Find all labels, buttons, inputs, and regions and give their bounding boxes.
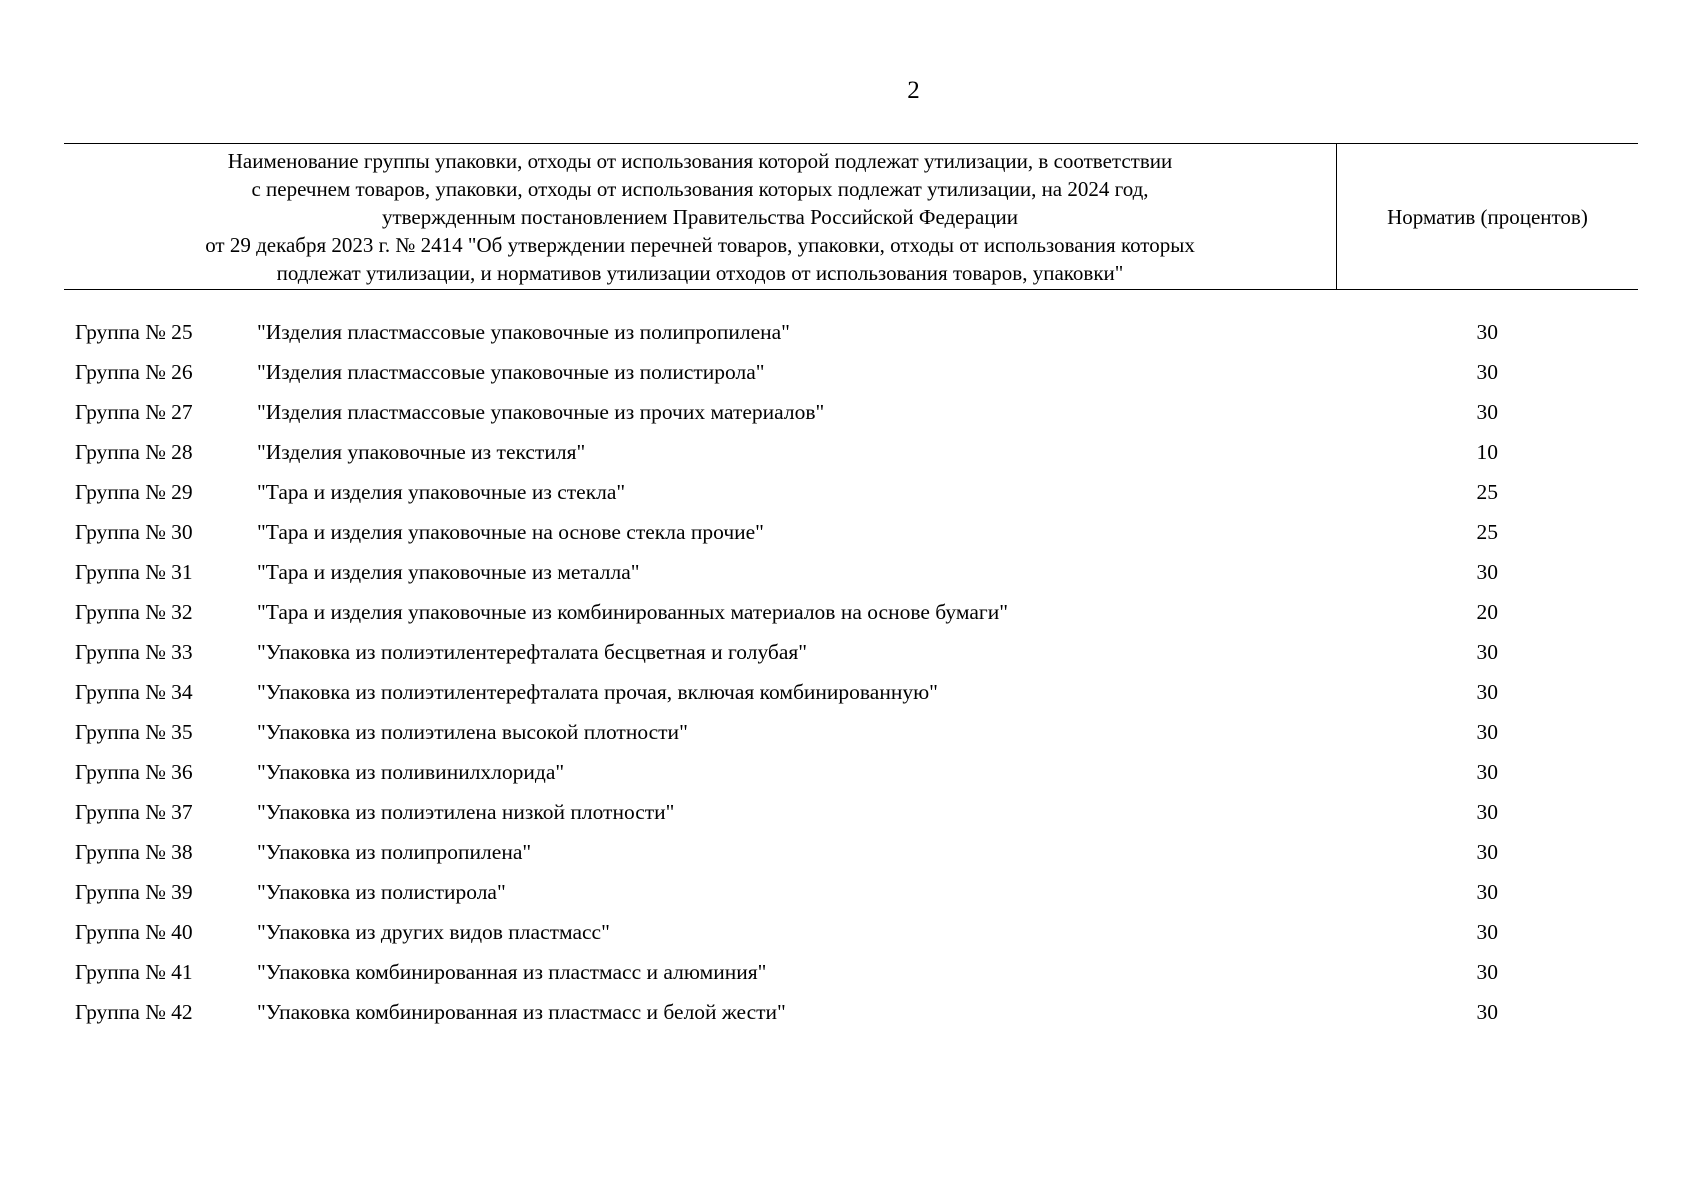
table-row — [64, 632, 1638, 672]
group-name-cell — [64, 992, 1337, 1032]
norm-value: 25 — [1476, 519, 1498, 544]
table-row — [64, 792, 1638, 832]
group-number: Группа № 33 — [75, 639, 193, 664]
group-name-cell — [64, 672, 1337, 712]
table-row — [64, 872, 1638, 912]
norm-value: 10 — [1476, 439, 1498, 464]
group-number: Группа № 41 — [75, 959, 193, 984]
group-title: "Изделия пластмассовые упаковочные из полипропилена" — [257, 319, 790, 344]
norm-value: 30 — [1476, 679, 1498, 704]
group-title: "Упаковка из полистирола" — [257, 879, 506, 904]
header-name-line: утвержденным постановлением Правительства Российской Федерации — [381, 205, 1019, 229]
norm-value: 30 — [1476, 919, 1498, 944]
group-name-cell — [64, 472, 1337, 512]
group-title: "Упаковка из полиэтилена низкой плотности" — [257, 799, 675, 824]
group-title: "Упаковка из других видов пластмасс" — [257, 919, 610, 944]
norm-value: 30 — [1476, 639, 1498, 664]
norms-table — [64, 143, 1638, 1032]
group-title: "Тара и изделия упаковочные из металла" — [257, 559, 640, 584]
norm-value: 30 — [1476, 559, 1498, 584]
group-number: Группа № 38 — [75, 839, 193, 864]
group-number: Группа № 30 — [75, 519, 193, 544]
group-name-cell — [64, 712, 1337, 752]
page-number: 2 — [907, 77, 920, 104]
group-name-cell — [64, 952, 1337, 992]
group-number: Группа № 36 — [75, 759, 193, 784]
group-number: Группа № 39 — [75, 879, 193, 904]
group-title: "Тара и изделия упаковочные из комбинированных материалов на основе бумаги" — [257, 599, 1008, 624]
table-row — [64, 552, 1638, 592]
group-number: Группа № 34 — [75, 679, 193, 704]
group-title: "Упаковка из поливинилхлорида" — [257, 759, 565, 784]
group-name-cell — [64, 352, 1337, 392]
group-title: "Тара и изделия упаковочные на основе стекла прочие" — [257, 519, 764, 544]
header-group-name — [64, 144, 1337, 290]
group-number: Группа № 29 — [75, 479, 193, 504]
table-row — [64, 952, 1638, 992]
group-title: "Упаковка из полиэтилена высокой плотности" — [257, 719, 688, 744]
norm-value: 25 — [1476, 479, 1498, 504]
group-name-cell — [64, 312, 1337, 352]
table-header-row — [64, 144, 1638, 290]
header-name-line: Наименование группы упаковки, отходы от использования которой подлежат утилизации, в соответствии — [227, 149, 1173, 173]
table-row — [64, 712, 1638, 752]
group-number: Группа № 31 — [75, 559, 193, 584]
table-row — [64, 432, 1638, 472]
group-title: "Упаковка комбинированная из пластмасс и белой жести" — [257, 999, 786, 1024]
group-number: Группа № 40 — [75, 919, 193, 944]
group-name-cell — [64, 592, 1337, 632]
group-title: "Тара и изделия упаковочные из стекла" — [257, 479, 626, 504]
norm-value: 30 — [1476, 359, 1498, 384]
group-name-cell — [64, 512, 1337, 552]
norm-value: 30 — [1476, 959, 1498, 984]
group-number: Группа № 26 — [75, 359, 193, 384]
group-number: Группа № 37 — [75, 799, 193, 824]
norm-value: 30 — [1476, 319, 1498, 344]
group-number: Группа № 27 — [75, 399, 193, 424]
group-name-cell — [64, 872, 1337, 912]
group-number: Группа № 28 — [75, 439, 193, 464]
table-body — [64, 290, 1638, 1033]
norm-value: 30 — [1476, 759, 1498, 784]
table-row — [64, 992, 1638, 1032]
table-row — [64, 752, 1638, 792]
table-row — [64, 312, 1638, 352]
table-row — [64, 472, 1638, 512]
spacer-row — [64, 290, 1638, 313]
group-name-cell — [64, 632, 1337, 672]
header-name-line: от 29 декабря 2023 г. № 2414 "Об утверждении перечней товаров, упаковки, отходы от использования которых — [205, 233, 1195, 257]
norm-value: 30 — [1476, 999, 1498, 1024]
norm-value: 30 — [1476, 839, 1498, 864]
group-title: "Изделия пластмассовые упаковочные из полистирола" — [257, 359, 765, 384]
norm-value: 20 — [1476, 599, 1498, 624]
table-row — [64, 832, 1638, 872]
group-number: Группа № 32 — [75, 599, 193, 624]
table-row — [64, 392, 1638, 432]
group-title: "Изделия упаковочные из текстиля" — [257, 439, 586, 464]
table-header — [64, 144, 1638, 290]
group-number: Группа № 25 — [75, 319, 193, 344]
group-title: "Упаковка из полипропилена" — [257, 839, 532, 864]
table-row — [64, 352, 1638, 392]
group-title: "Упаковка комбинированная из пластмасс и алюминия" — [257, 959, 767, 984]
table-row — [64, 512, 1638, 552]
group-title: "Изделия пластмассовые упаковочные из прочих материалов" — [257, 399, 825, 424]
norm-value: 30 — [1476, 719, 1498, 744]
group-name-cell — [64, 752, 1337, 792]
group-name-cell — [64, 552, 1337, 592]
group-number: Группа № 42 — [75, 999, 193, 1024]
header-name-line: подлежат утилизации, и нормативов утилизации отходов от использования товаров, упаковки" — [276, 261, 1124, 285]
group-title: "Упаковка из полиэтилентерефталата бесцветная и голубая" — [257, 639, 808, 664]
group-name-cell — [64, 792, 1337, 832]
group-title: "Упаковка из полиэтилентерефталата прочая, включая комбинированную" — [257, 679, 938, 704]
header-name-line: с перечнем товаров, упаковки, отходы от использования которых подлежат утилизации, на 2024 год, — [251, 177, 1149, 201]
table-row — [64, 912, 1638, 952]
group-name-cell — [64, 832, 1337, 872]
group-number: Группа № 35 — [75, 719, 193, 744]
norm-value: 30 — [1476, 879, 1498, 904]
norm-value: 30 — [1476, 399, 1498, 424]
group-name-cell — [64, 912, 1337, 952]
norm-value: 30 — [1476, 799, 1498, 824]
table-row — [64, 672, 1638, 712]
header-norm: Норматив (процентов) — [1337, 144, 1639, 290]
table-row — [64, 592, 1638, 632]
group-name-cell — [64, 432, 1337, 472]
group-name-cell — [64, 392, 1337, 432]
